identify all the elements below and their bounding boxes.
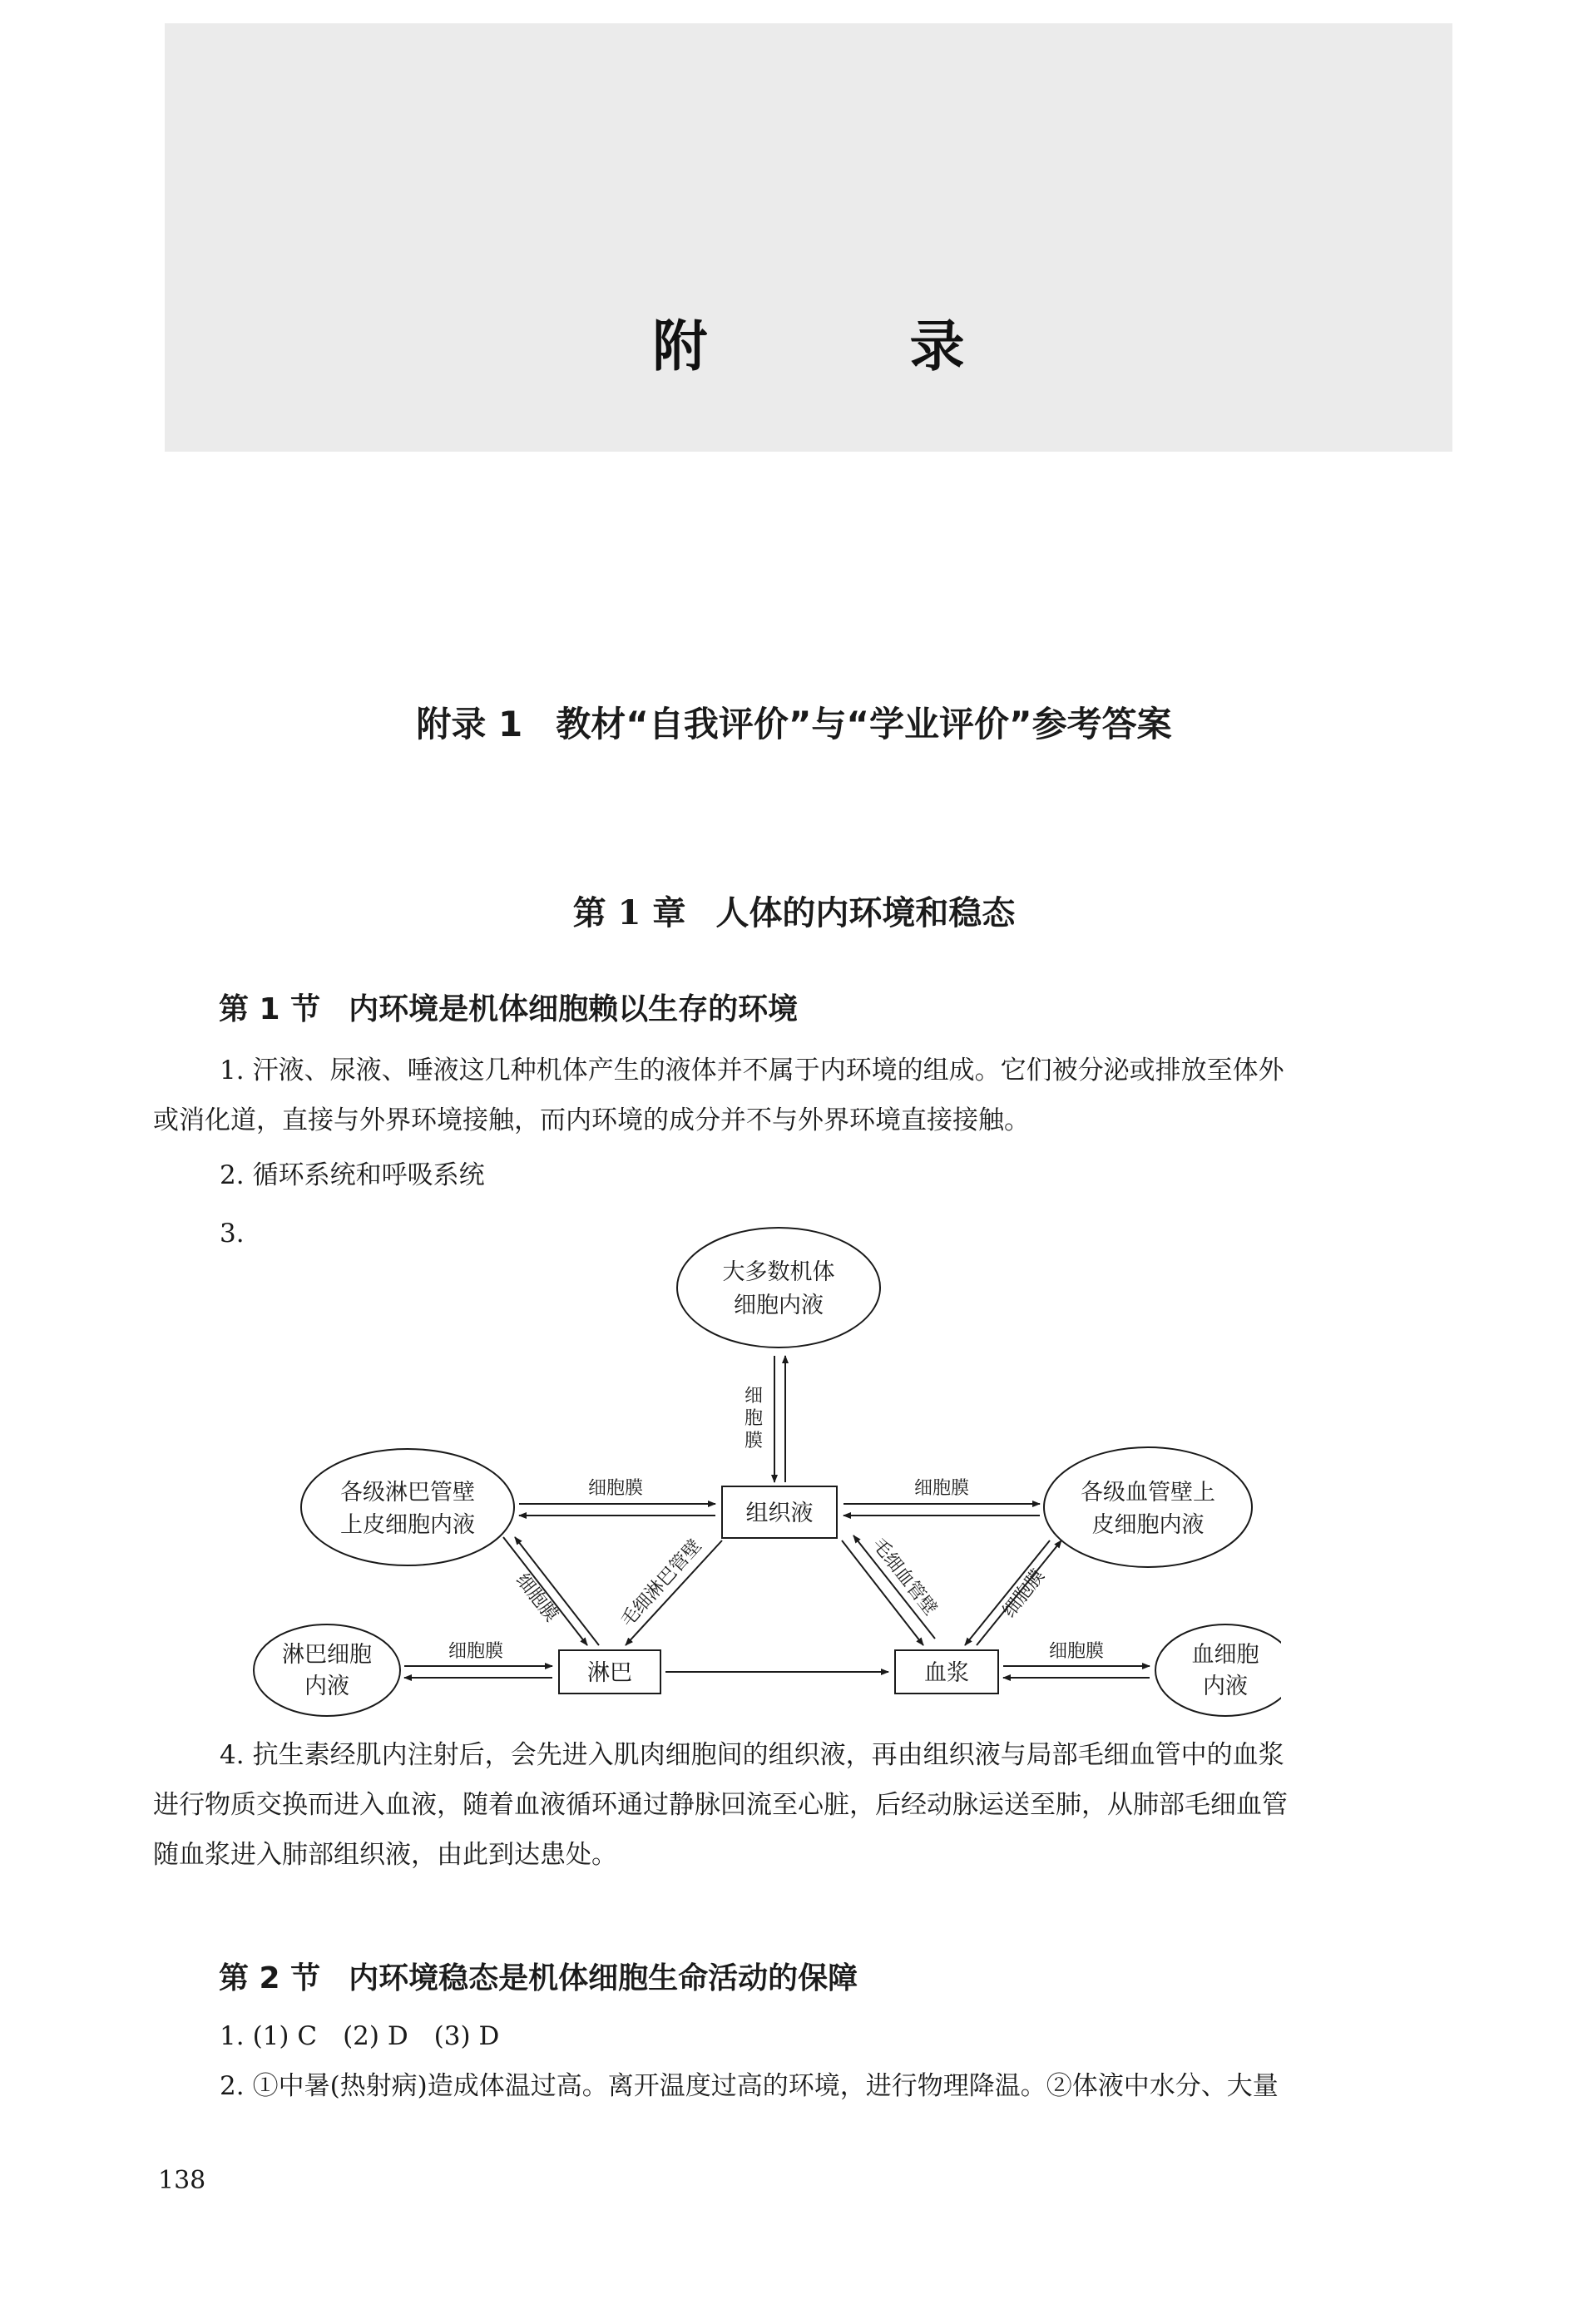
answer-1-line-1	[220, 1046, 1451, 1095]
membrane-label-bloodcell: 细胞膜	[1048, 1641, 1105, 1662]
answer-4	[153, 1730, 1451, 1880]
lymph-label: 淋巴	[587, 1660, 632, 1686]
section-2-heading	[219, 1955, 858, 1997]
membrane-v-label-3: 膜	[744, 1431, 764, 1451]
lymphocyte-label-2: 内液	[304, 1674, 349, 1699]
lymph-node	[559, 1650, 660, 1694]
lymph-wall-label-1: 各级淋巴管壁	[340, 1480, 475, 1506]
vessel-wall-label-2: 皮细胞内液	[1091, 1512, 1205, 1538]
tissue-fluid-label: 组织液	[745, 1501, 814, 1526]
answer-2	[220, 1150, 1451, 1200]
intracellular-label-2: 细胞内液	[734, 1293, 824, 1318]
plasma-node	[895, 1650, 998, 1694]
membrane-v-label-2: 胞	[744, 1408, 764, 1429]
membrane-label-lymphocyte: 细胞膜	[448, 1641, 504, 1662]
page-number: 138	[158, 2166, 206, 2195]
answer-4-line-1	[220, 1730, 1451, 1780]
section-2-answer-1	[220, 2011, 1451, 2061]
appendix-number: 附录 1	[416, 704, 523, 744]
section-2-answer-2-index: 2.	[220, 2071, 245, 2101]
answer-1-line-2: 或消化道，直接与外界环境接触，而内环境的成分并不与外界环境直接接触。	[153, 1105, 1030, 1135]
intracellular-fluid-node	[677, 1228, 880, 1347]
answer-1	[153, 1046, 1451, 1145]
lymphocyte-fluid-node	[254, 1624, 400, 1716]
appendix-banner	[165, 23, 1452, 452]
section-2-answer-1-text: (1) C (2) D (3) D	[252, 2021, 500, 2051]
answer-4-index: 4.	[220, 1740, 245, 1770]
lymph-wall-cell-node	[301, 1449, 514, 1565]
appendix-heading	[0, 697, 1588, 747]
blood-cell-label-1: 血细胞	[1191, 1642, 1259, 1668]
lymph-capillary-wall-label: 毛细淋巴管壁	[616, 1535, 706, 1632]
blood-cell-label-2: 内液	[1203, 1674, 1248, 1699]
answer-1-text-1: 汗液、尿液、唾液这几种机体产生的液体并不属于内环境的组成。它们被分泌或排放至体外	[252, 1056, 1284, 1085]
lymphocyte-label-1: 淋巴细胞	[282, 1642, 372, 1668]
vessel-wall-cell-node	[1044, 1447, 1252, 1567]
body-fluid-diagram	[233, 1206, 1281, 1722]
section-2-title: 内环境稳态是机体细胞生命活动的保障	[349, 1961, 858, 1995]
section-2-answer-2	[220, 2061, 1451, 2111]
section-1-number: 第 1 节	[219, 992, 321, 1026]
membrane-label-diag-plasma: 细胞膜	[998, 1565, 1050, 1622]
membrane-v-label-1: 细	[744, 1386, 764, 1407]
section-2-answer-2-text: ①中暑(热射病)造成体温过高。离开温度过高的环境，进行物理降温。②体液中水分、大量	[252, 2071, 1279, 2101]
section-1-heading	[219, 986, 798, 1028]
tissue-fluid-node	[722, 1486, 837, 1538]
banner-title: 附 录	[652, 314, 1056, 378]
answer-2-index: 2.	[220, 1160, 245, 1190]
answer-4-line-2: 进行物质交换而进入血液，随着血液循环通过静脉回流至心脏，后经动脉运送至肺，从肺部毛细血管	[153, 1790, 1288, 1820]
section-1-title: 内环境是机体细胞赖以生存的环境	[349, 992, 799, 1026]
section-2-number: 第 2 节	[219, 1961, 321, 1995]
answer-1-index: 1.	[220, 1056, 245, 1085]
chapter-number: 第 1 章	[572, 893, 686, 932]
membrane-label-lymphwall: 细胞膜	[587, 1478, 644, 1499]
answer-3-index: 3.	[220, 1219, 245, 1249]
intracellular-label-1: 大多数机体	[722, 1259, 835, 1285]
chapter-title-text: 人体的内环境和稳态	[715, 893, 1016, 932]
membrane-label-vesselwall: 细胞膜	[913, 1478, 970, 1499]
membrane-label-diag-lymph: 细胞膜	[511, 1570, 562, 1626]
answer-4-text-1: 抗生素经肌内注射后，会先进入肌肉细胞间的组织液，再由组织液与局部毛细血管中的血浆	[252, 1740, 1284, 1770]
vessel-wall-label-1: 各级血管壁上	[1081, 1480, 1215, 1506]
blood-cell-fluid-node	[1155, 1624, 1281, 1716]
lymph-wall-label-2: 上皮细胞内液	[340, 1512, 475, 1538]
section-2-answer-1-index: 1.	[220, 2021, 245, 2051]
answer-2-text: 循环系统和呼吸系统	[252, 1160, 485, 1190]
blood-capillary-wall-label: 毛细血管壁	[868, 1534, 941, 1620]
plasma-label: 血浆	[924, 1660, 969, 1686]
answer-4-line-3: 随血浆进入肺部组织液，由此到达患处。	[153, 1840, 617, 1870]
chapter-heading	[0, 887, 1588, 934]
appendix-title-text: 教材“自我评价”与“学业评价”参考答案	[556, 704, 1172, 744]
